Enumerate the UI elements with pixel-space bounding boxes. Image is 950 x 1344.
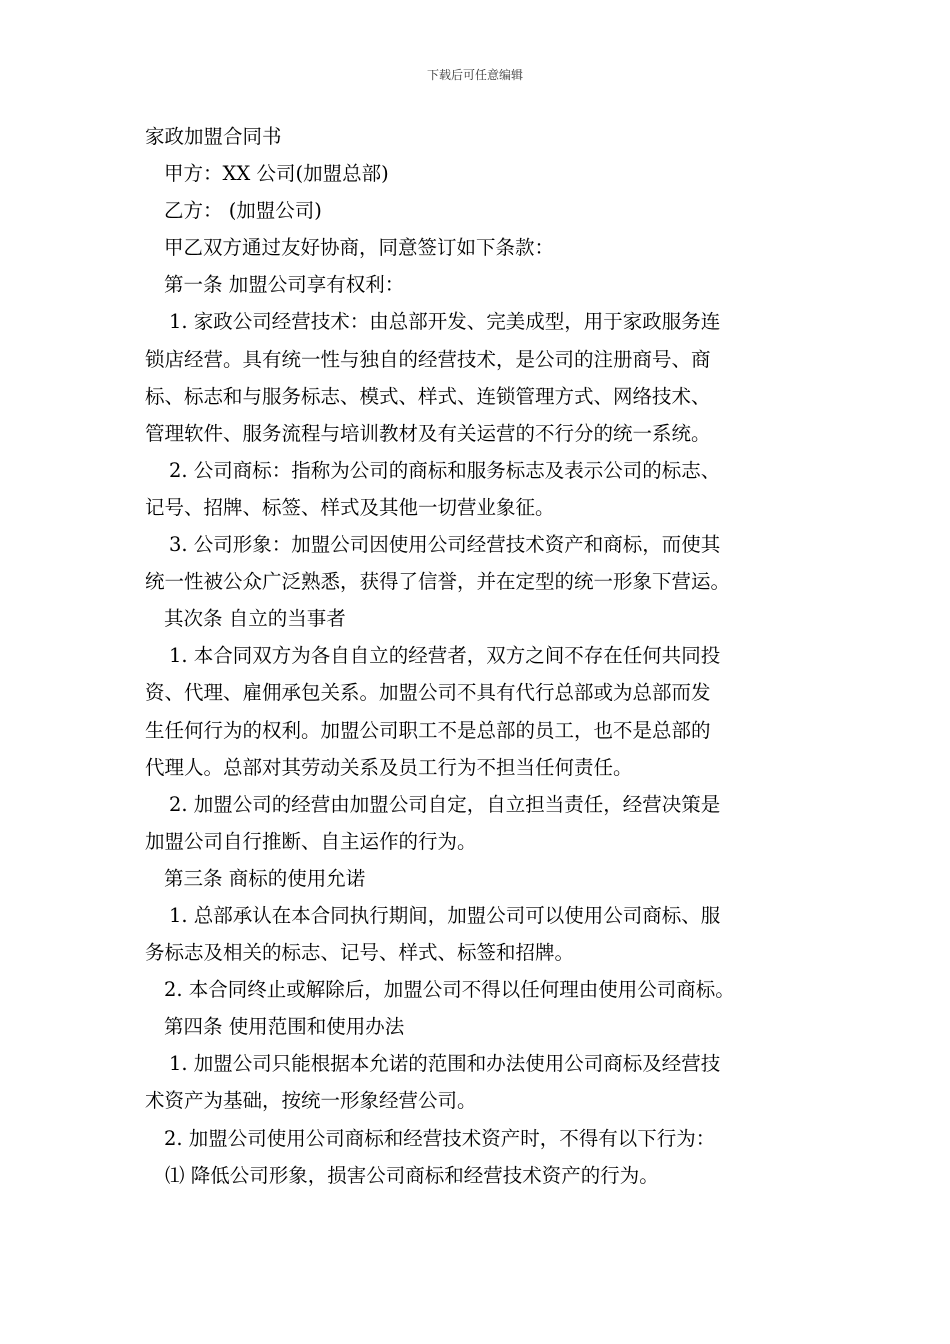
clause-line: 标、标志和与服务标志、模式、样式、连锁管理方式、网络技术、 (145, 384, 711, 408)
preamble: 甲乙双方通过友好协商，同意签订如下条款： (164, 236, 555, 260)
clause-line: 2. 公司商标：指称为公司的商标和服务标志及表示公司的标志、 (169, 458, 721, 482)
header-note: 下载后可任意编辑 (426, 68, 523, 82)
clause-line: 务标志及相关的标志、记号、样式、标签和招牌。 (145, 941, 575, 965)
document-title: 家政加盟合同书 (145, 125, 282, 148)
clause-line: 生任何行为的权利。加盟公司职工不是总部的员工，也不是总部的 (145, 718, 711, 742)
article-heading: 第一条 加盟公司享有权利： (164, 273, 405, 297)
article-heading: 其次条 自立的当事者 (164, 607, 346, 631)
clause-line: 3. 公司形象：加盟公司因使用公司经营技术资产和商标，而使其 (169, 533, 721, 557)
clause-line: 2. 本合同终止或解除后，加盟公司不得以任何理由使用公司商标。 (164, 978, 735, 1002)
clause-line: 2. 加盟公司使用公司商标和经营技术资产时，不得有以下行为： (164, 1126, 716, 1150)
clause-line: 术资产为基础，按统一形象经营公司。 (145, 1089, 477, 1113)
clause-line: 资、代理、雇佣承包关系。加盟公司不具有代行总部或为总部而发 (145, 681, 711, 705)
clause-line: 1. 家政公司经营技术：由总部开发、完美成型，用于家政服务连 (169, 310, 721, 334)
article-heading: 第四条 使用范围和使用办法 (164, 1015, 405, 1039)
party-b: 乙方： (加盟公司) (164, 199, 322, 223)
clause-line: 记号、招牌、标签、样式及其他一切营业象征。 (145, 495, 555, 519)
clause-line: 统一性被公众广泛熟悉，获得了信誉，并在定型的统一形象下营运。 (145, 570, 731, 594)
clause-line: 1. 加盟公司只能根据本允诺的范围和办法使用公司商标及经营技 (169, 1052, 721, 1076)
clause-line: 管理软件、服务流程与培训教材及有关运营的不行分的统一系统。 (145, 421, 711, 445)
clause-line: 1. 总部承认在本合同执行期间，加盟公司可以使用公司商标、服 (169, 903, 721, 927)
clause-line: ⑴ 降低公司形象，损害公司商标和经营技术资产的行为。 (165, 1163, 659, 1187)
clause-line: 2. 加盟公司的经营由加盟公司自定，自立担当责任，经营决策是 (169, 792, 721, 816)
clause-line: 1. 本合同双方为各自自立的经营者，双方之间不存在任何共同投 (169, 644, 721, 668)
clause-line: 加盟公司自行推断、自主运作的行为。 (145, 829, 477, 853)
article-heading: 第三条 商标的使用允诺 (164, 866, 366, 890)
party-a: 甲方：XX 公司(加盟总部) (164, 162, 389, 186)
clause-line: 锁店经营。具有统一性与独自的经营技术，是公司的注册商号、商 (145, 347, 711, 371)
document-body (145, 118, 807, 1194)
clause-line: 代理人。总部对其劳动关系及员工行为不担当任何责任。 (145, 755, 633, 779)
